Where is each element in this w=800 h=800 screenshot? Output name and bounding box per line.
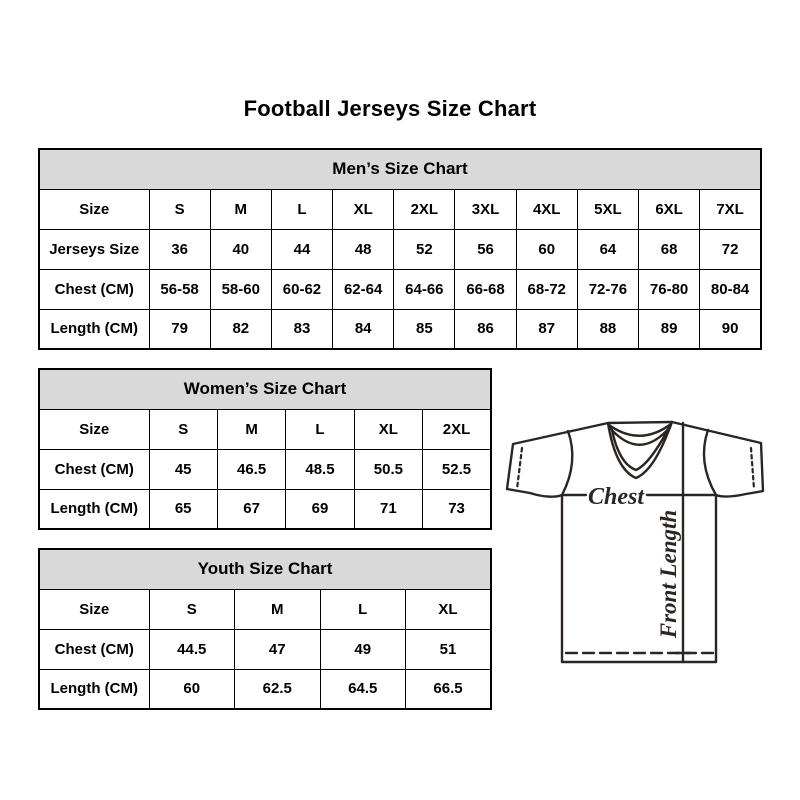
table-cell: 89 (639, 309, 700, 349)
table-header-row (39, 549, 491, 589)
column-header-cell: XL (333, 189, 394, 229)
column-header-cell: 2XL (394, 189, 455, 229)
table-cell: 72 (700, 229, 761, 269)
table-cell: 60-62 (271, 269, 332, 309)
jersey-outline (507, 422, 763, 662)
column-header-cell: 2XL (423, 409, 491, 449)
table-cell: 64 (577, 229, 638, 269)
row-label-cell: Size (39, 189, 149, 229)
table-cell: 49 (320, 629, 406, 669)
row-label-cell: Length (CM) (39, 489, 149, 529)
right-cuff-stitch-line (751, 448, 754, 489)
mens-size-table (38, 148, 762, 350)
table-cell: 40 (210, 229, 271, 269)
column-header-cell: 5XL (577, 189, 638, 229)
table-cell: 73 (423, 489, 491, 529)
column-header-cell: L (320, 589, 406, 629)
table-cell: 68-72 (516, 269, 577, 309)
table-cell: 45 (149, 449, 217, 489)
row-label-cell: Length (CM) (39, 309, 149, 349)
table-cell: 82 (210, 309, 271, 349)
right-armhole-seam (704, 430, 716, 495)
table-row (39, 449, 491, 489)
column-header-cell: 6XL (639, 189, 700, 229)
table-cell: 71 (354, 489, 422, 529)
column-header-cell: M (235, 589, 321, 629)
row-label-cell: Chest (CM) (39, 629, 149, 669)
table-cell: 66.5 (406, 669, 492, 709)
row-label-cell: Chest (CM) (39, 449, 149, 489)
column-header-cell: S (149, 189, 210, 229)
table-cell: 56 (455, 229, 516, 269)
table-cell: 47 (235, 629, 321, 669)
row-label-cell: Size (39, 409, 149, 449)
table-row (39, 669, 491, 709)
table-row (39, 269, 761, 309)
table-cell: 64.5 (320, 669, 406, 709)
table-cell: 58-60 (210, 269, 271, 309)
table-cell: 60 (149, 669, 235, 709)
womens-table-title: Women’s Size Chart (39, 369, 491, 409)
left-cuff-stitch-line (517, 448, 522, 489)
table-cell: 85 (394, 309, 455, 349)
table-cell: 87 (516, 309, 577, 349)
table-cell: 86 (455, 309, 516, 349)
youth-size-table (38, 548, 492, 710)
table-cell: 60 (516, 229, 577, 269)
table-cell: 36 (149, 229, 210, 269)
row-label-cell: Chest (CM) (39, 269, 149, 309)
table-cell: 48.5 (286, 449, 354, 489)
table-cell: 84 (333, 309, 394, 349)
table-cell: 52 (394, 229, 455, 269)
table-header-row (39, 369, 491, 409)
table-row (39, 589, 491, 629)
table-row (39, 409, 491, 449)
table-cell: 48 (333, 229, 394, 269)
table-cell: 50.5 (354, 449, 422, 489)
row-label-cell: Size (39, 589, 149, 629)
youth-table-title: Youth Size Chart (39, 549, 491, 589)
mens-table-title: Men’s Size Chart (39, 149, 761, 189)
row-label-cell: Length (CM) (39, 669, 149, 709)
column-header-cell: S (149, 409, 217, 449)
chest-label: Chest (587, 484, 645, 510)
table-cell: 51 (406, 629, 492, 669)
column-header-cell: L (286, 409, 354, 449)
table-cell: 64-66 (394, 269, 455, 309)
table-cell: 46.5 (217, 449, 285, 489)
left-armhole-seam (562, 431, 572, 495)
page-title: Football Jerseys Size Chart (243, 96, 537, 121)
table-row (39, 189, 761, 229)
table-row (39, 489, 491, 529)
table-row (39, 309, 761, 349)
table-cell: 88 (577, 309, 638, 349)
table-cell: 90 (700, 309, 761, 349)
table-cell: 62.5 (235, 669, 321, 709)
column-header-cell: 3XL (455, 189, 516, 229)
table-row (39, 229, 761, 269)
column-header-cell: S (149, 589, 235, 629)
table-cell: 56-58 (149, 269, 210, 309)
table-cell: 52.5 (423, 449, 491, 489)
table-cell: 72-76 (577, 269, 638, 309)
jersey-measurement-diagram (500, 402, 778, 687)
table-cell: 44.5 (149, 629, 235, 669)
column-header-cell: M (210, 189, 271, 229)
table-cell: 79 (149, 309, 210, 349)
womens-size-table (38, 368, 492, 530)
table-cell: 67 (217, 489, 285, 529)
column-header-cell: L (271, 189, 332, 229)
table-cell: 80-84 (700, 269, 761, 309)
row-label-cell: Jerseys Size (39, 229, 149, 269)
table-cell: 62-64 (333, 269, 394, 309)
column-header-cell: M (217, 409, 285, 449)
table-cell: 66-68 (455, 269, 516, 309)
table-cell: 83 (271, 309, 332, 349)
table-cell: 44 (271, 229, 332, 269)
table-cell: 65 (149, 489, 217, 529)
column-header-cell: XL (406, 589, 492, 629)
table-row (39, 629, 491, 669)
front-length-label: Front Length (656, 509, 681, 639)
table-header-row (39, 149, 761, 189)
table-cell: 76-80 (639, 269, 700, 309)
column-header-cell: 7XL (700, 189, 761, 229)
table-cell: 69 (286, 489, 354, 529)
column-header-cell: XL (354, 409, 422, 449)
table-cell: 68 (639, 229, 700, 269)
column-header-cell: 4XL (516, 189, 577, 229)
